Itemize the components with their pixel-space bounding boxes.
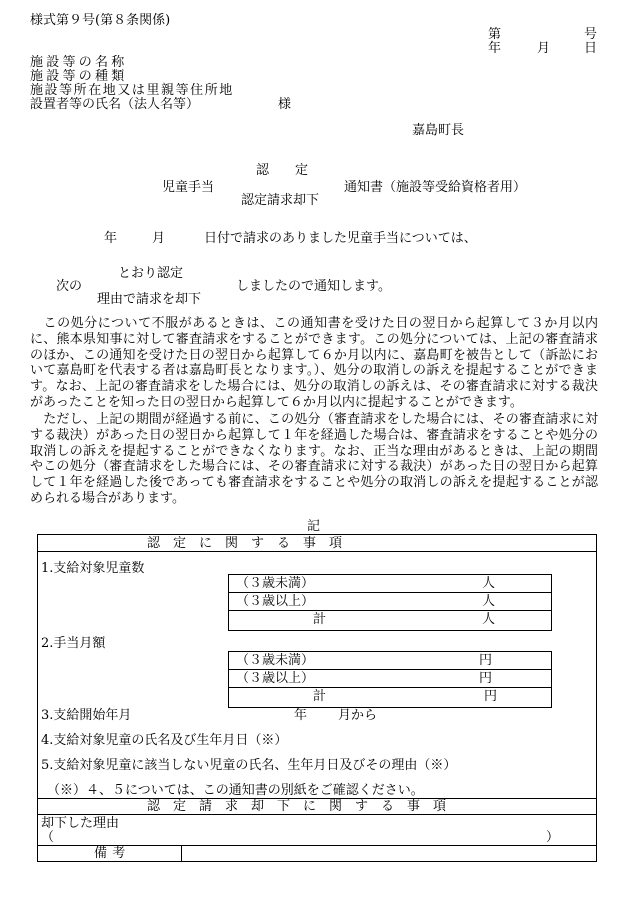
child-count-row-divider-2	[228, 610, 551, 611]
ki-heading: 記	[307, 519, 321, 534]
item5-label: 5.支給対象児童に該当しない児童の氏名、生年月日及びその理由（※）	[41, 758, 457, 773]
child-count-under3-unit: 人	[482, 576, 496, 591]
facility-address-label: 施設等所在地又は里親等住所地	[30, 83, 234, 98]
notice-paragraph-2	[30, 412, 598, 507]
intro-month: 月	[152, 231, 166, 246]
result-option-approve: とおり認定	[118, 266, 184, 281]
monthly-amount-row-divider-2	[228, 687, 551, 688]
result-prefix: 次の	[56, 279, 83, 294]
amount-over3-unit: 円	[479, 671, 493, 686]
amount-total-label: 計	[313, 689, 327, 704]
title-suffix: 通知書（施設等受給資格者用）	[344, 180, 527, 195]
title-option-approve: 認 定	[256, 163, 309, 178]
issuer-name: 嘉島町長	[412, 123, 465, 138]
notice-paragraph-1	[30, 316, 598, 411]
sama-honorific: 様	[278, 97, 292, 112]
attachment-note: （※）４、５については、この通知書の別紙をご確認ください。	[47, 783, 424, 798]
rejection-section-header: 認 定 請 求 却 下 に 関 す る 事 項	[147, 799, 447, 814]
rejection-reason-close-paren: ）	[546, 830, 560, 845]
facility-name-label: 施設等の名称	[30, 55, 128, 70]
child-count-total-label: 計	[313, 612, 327, 627]
date-day: 日	[584, 41, 598, 56]
child-count-total-unit: 人	[482, 612, 496, 627]
result-suffix: しましたので通知します。	[236, 279, 391, 294]
item3-year: 年	[294, 708, 308, 723]
remarks-label: 備考	[94, 846, 131, 861]
doc-number-go: 号	[584, 27, 598, 42]
item3-month-from: 月から	[338, 708, 378, 723]
result-option-reject: 理由で請求を却下	[97, 292, 202, 307]
form-number: 様式第９号(第８条関係)	[30, 13, 171, 28]
remarks-column-divider	[181, 845, 182, 861]
rejection-reason-label: 却下した理由	[41, 816, 120, 831]
rejection-header-divider	[37, 814, 597, 815]
child-count-row-divider-1	[228, 592, 551, 593]
notice-paragraph-2-text: ただし、上記の期間が経過する前に、この処分（審査請求をした場合には、その審査請求に対する裁決）があった日の翌日から起算して１年を経過した場合は、審査請求をすることや処分の取消しの訴えを提起することができなくなります。なお、正当な理由があるときは、上記の期間やこの処分（審査請求をした場合には、その審査請求に対する裁決）があった日の翌日から起算して１年を経過した後であっても審査請求をすることや処分の取消しの訴えを提起することが認められる場合があります。	[30, 412, 598, 506]
intro-year: 年	[104, 231, 118, 246]
title-option-reject: 認定請求却下	[241, 193, 320, 208]
amount-under3-label: （３歳未満）	[236, 653, 315, 668]
doc-number-dai: 第	[488, 27, 502, 42]
notice-paragraph-1-text: この処分について不服があるときは、この通知書を受けた日の翌日から起算して３か月以内に、熊本県知事に対して審査請求をすることができます。この処分については、上記の審査請求のほか、この通知を受けた日の翌日から起算して６か月以内に、嘉島町を被告として（訴訟において嘉島町を代表する者は嘉島町長となります。）、処分の取消しの訴えを提起することができます。なお、上記の審査請求をした場合には、処分の取消しの訴えは、その審査請求に対する裁決があったことを知った日の翌日から起算して６か月以内に提起することができます。	[30, 316, 598, 410]
facility-type-label: 施設等の種類	[30, 69, 128, 84]
child-count-over3-unit: 人	[482, 594, 496, 609]
title-prefix: 児童手当	[162, 180, 215, 195]
item1-label: 1.支給対象児童数	[41, 561, 145, 576]
intro-text: 日付で請求のありました児童手当については、	[204, 231, 477, 246]
item3-label: 3.支給開始年月	[41, 708, 132, 723]
child-count-under3-label: （３歳未満）	[236, 576, 315, 591]
date-month: 月	[537, 41, 551, 56]
rejection-reason-open-paren: （	[41, 830, 55, 845]
founder-name-label: 設置者等の氏名（法人名等）	[30, 97, 200, 112]
approval-section-header: 認 定 に 関 す る 事 項	[147, 536, 343, 551]
approval-header-divider	[37, 551, 597, 552]
item2-label: 2.手当月額	[41, 636, 106, 651]
amount-under3-unit: 円	[479, 653, 493, 668]
monthly-amount-row-divider-1	[228, 669, 551, 670]
amount-over3-label: （３歳以上）	[236, 671, 315, 686]
item4-label: 4.支給対象児童の氏名及び生年月日（※）	[41, 733, 288, 748]
amount-total-unit: 円	[484, 689, 498, 704]
date-year: 年	[488, 41, 502, 56]
child-count-over3-label: （３歳以上）	[236, 594, 315, 609]
